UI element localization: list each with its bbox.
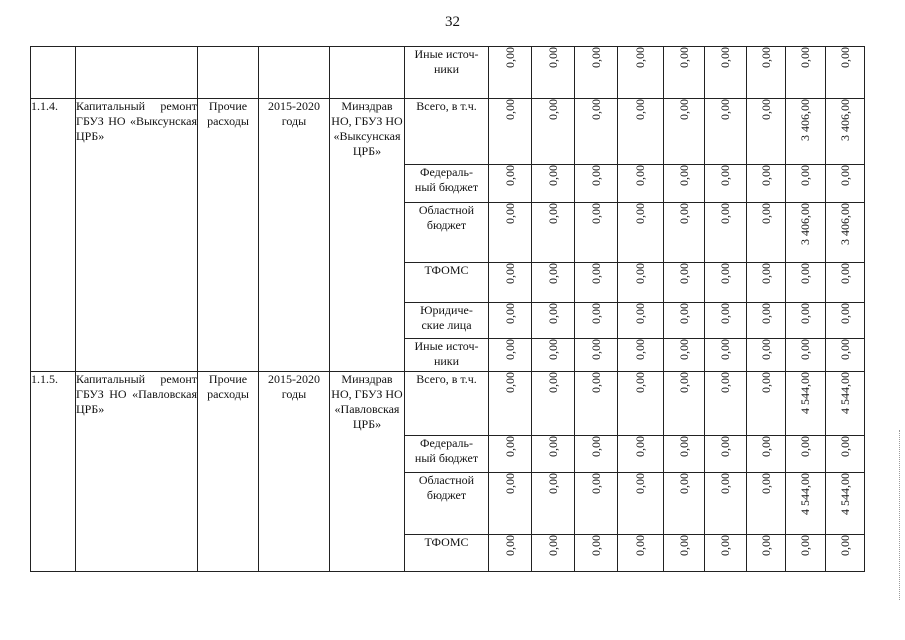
amount-value: 0,00 (758, 47, 773, 68)
amount-value: 0,00 (798, 303, 812, 324)
amount-cell (705, 165, 747, 203)
amount-cell (618, 473, 664, 535)
amount-cell (826, 203, 865, 263)
amount-cell (786, 303, 826, 339)
amount-value: 0,00 (676, 473, 691, 494)
amount-cell (618, 165, 664, 203)
amount-value: 0,00 (633, 99, 647, 120)
amount-value: 4 544,00 (798, 473, 812, 515)
amount-cell (575, 263, 618, 303)
amount-value: 0,00 (676, 436, 691, 457)
amount-value: 3 406,00 (798, 203, 812, 245)
amount-value: 0,00 (676, 535, 691, 556)
amount-value: 0,00 (676, 99, 691, 120)
amount-value: 0,00 (718, 47, 732, 68)
amount-value: 0,00 (545, 303, 560, 324)
amount-cell (705, 436, 747, 473)
amount-cell (532, 372, 575, 436)
amount-value: 0,00 (502, 47, 517, 68)
responsible-org: Минздрав НО, ГБУЗ НО «Павловская ЦРБ» (330, 372, 405, 572)
amount-cell (575, 372, 618, 436)
amount-value: 0,00 (676, 372, 691, 393)
amount-value: 0,00 (588, 263, 603, 284)
amount-cell (575, 473, 618, 535)
amount-cell (786, 436, 826, 473)
amount-value: 0,00 (633, 339, 647, 360)
amount-cell (618, 99, 664, 165)
amount-value: 0,00 (837, 339, 852, 360)
amount-value: 0,00 (718, 339, 732, 360)
funding-source: Областной бюджет (405, 473, 489, 535)
amount-value: 0,00 (588, 99, 603, 120)
amount-cell (664, 203, 705, 263)
amount-cell (705, 303, 747, 339)
amount-cell (826, 535, 865, 572)
empty-cell (330, 47, 405, 99)
scan-edge-mark (899, 430, 900, 600)
amount-cell (575, 303, 618, 339)
amount-cell (747, 436, 786, 473)
amount-cell (532, 303, 575, 339)
amount-value: 0,00 (502, 203, 517, 224)
table-row (31, 99, 865, 165)
amount-cell (664, 165, 705, 203)
amount-cell (705, 339, 747, 372)
funding-source: Федераль- ный бюджет (405, 165, 489, 203)
amount-value: 0,00 (633, 263, 647, 284)
funding-source: Федераль- ный бюджет (405, 436, 489, 473)
amount-cell (489, 203, 532, 263)
amount-cell (747, 473, 786, 535)
funding-source: ТФОМС (405, 263, 489, 303)
amount-cell (664, 47, 705, 99)
amount-value: 0,00 (502, 436, 517, 457)
amount-value: 0,00 (718, 203, 732, 224)
amount-cell (786, 535, 826, 572)
funding-source: Иные источ- ники (405, 339, 489, 372)
amount-cell (532, 339, 575, 372)
empty-cell (31, 47, 76, 99)
funding-source: Иные источ- ники (405, 47, 489, 99)
amount-value: 0,00 (676, 165, 691, 186)
amount-value: 0,00 (718, 436, 732, 457)
amount-cell (489, 303, 532, 339)
amount-value: 0,00 (758, 99, 773, 120)
amount-cell (575, 436, 618, 473)
amount-cell (705, 372, 747, 436)
amount-value: 0,00 (545, 263, 560, 284)
amount-cell (786, 339, 826, 372)
amount-cell (786, 203, 826, 263)
amount-value: 0,00 (758, 263, 773, 284)
funding-source: ТФОМС (405, 535, 489, 572)
amount-value: 0,00 (676, 263, 691, 284)
amount-cell (705, 203, 747, 263)
amount-cell (664, 99, 705, 165)
amount-cell (664, 535, 705, 572)
amount-cell (826, 436, 865, 473)
amount-cell (786, 263, 826, 303)
amount-cell (575, 339, 618, 372)
amount-cell (826, 473, 865, 535)
amount-cell (747, 165, 786, 203)
amount-value: 0,00 (798, 47, 812, 68)
amount-cell (532, 165, 575, 203)
amount-cell (747, 339, 786, 372)
funding-source: Всего, в т.ч. (405, 372, 489, 436)
amount-cell (826, 47, 865, 99)
amount-value: 0,00 (758, 203, 773, 224)
amount-cell (489, 339, 532, 372)
budget-table-body (31, 47, 865, 572)
amount-cell (575, 165, 618, 203)
amount-cell (786, 47, 826, 99)
amount-value: 0,00 (837, 535, 852, 556)
amount-cell (618, 372, 664, 436)
amount-value: 0,00 (718, 535, 732, 556)
item-number: 1.1.4. (31, 99, 76, 372)
amount-cell (532, 473, 575, 535)
amount-cell (705, 263, 747, 303)
amount-value: 0,00 (545, 47, 560, 68)
funding-source: Областной бюджет (405, 203, 489, 263)
amount-value: 0,00 (545, 203, 560, 224)
amount-value: 3 406,00 (837, 99, 852, 141)
amount-cell (489, 165, 532, 203)
amount-cell (664, 473, 705, 535)
amount-cell (489, 436, 532, 473)
amount-value: 0,00 (588, 372, 603, 393)
amount-cell (826, 372, 865, 436)
amount-value: 0,00 (545, 535, 560, 556)
amount-cell (618, 203, 664, 263)
amount-value: 0,00 (633, 203, 647, 224)
expense-type: Прочие расходы (198, 99, 259, 372)
amount-value: 0,00 (545, 339, 560, 360)
amount-cell (575, 535, 618, 572)
amount-cell (489, 473, 532, 535)
amount-cell (532, 99, 575, 165)
amount-value: 0,00 (758, 473, 773, 494)
amount-value: 0,00 (588, 165, 603, 186)
amount-cell (532, 47, 575, 99)
amount-cell (618, 303, 664, 339)
amount-cell (786, 99, 826, 165)
amount-cell (747, 372, 786, 436)
amount-value: 0,00 (718, 372, 732, 393)
amount-cell (618, 263, 664, 303)
amount-cell (705, 99, 747, 165)
period: 2015-2020 годы (259, 99, 330, 372)
amount-cell (489, 263, 532, 303)
amount-value: 0,00 (633, 473, 647, 494)
item-name: Капитальный ремонт ГБУЗ НО «Павловская ЦРБ» (76, 372, 198, 572)
amount-value: 0,00 (588, 203, 603, 224)
amount-value: 0,00 (502, 303, 517, 324)
amount-cell (705, 535, 747, 572)
amount-cell (747, 203, 786, 263)
page-number: 32 (445, 14, 460, 30)
table-row (31, 372, 865, 436)
amount-value: 0,00 (837, 436, 852, 457)
amount-cell (664, 436, 705, 473)
amount-value: 3 406,00 (798, 99, 812, 141)
amount-value: 0,00 (545, 99, 560, 120)
amount-cell (826, 303, 865, 339)
amount-value: 0,00 (718, 303, 732, 324)
amount-value: 0,00 (633, 47, 647, 68)
item-name: Капитальный ремонт ГБУЗ НО «Выксунская ЦРБ» (76, 99, 198, 372)
amount-value: 4 544,00 (837, 473, 852, 515)
amount-value: 0,00 (545, 473, 560, 494)
item-number: 1.1.5. (31, 372, 76, 572)
amount-value: 0,00 (837, 165, 852, 186)
amount-value: 0,00 (502, 372, 517, 393)
amount-cell (786, 473, 826, 535)
amount-cell (786, 372, 826, 436)
amount-cell (826, 165, 865, 203)
amount-value: 0,00 (588, 473, 603, 494)
amount-value: 0,00 (502, 535, 517, 556)
amount-cell (664, 339, 705, 372)
expense-type: Прочие расходы (198, 372, 259, 572)
amount-value: 0,00 (837, 303, 852, 324)
amount-value: 0,00 (798, 165, 812, 186)
amount-cell (618, 436, 664, 473)
amount-value: 0,00 (545, 165, 560, 186)
amount-value: 0,00 (633, 436, 647, 457)
amount-value: 0,00 (758, 303, 773, 324)
amount-cell (747, 99, 786, 165)
amount-cell (664, 303, 705, 339)
amount-value: 0,00 (798, 535, 812, 556)
amount-value: 0,00 (718, 165, 732, 186)
amount-value: 0,00 (502, 165, 517, 186)
amount-value: 0,00 (837, 47, 852, 68)
amount-value: 0,00 (588, 303, 603, 324)
amount-cell (826, 339, 865, 372)
amount-value: 0,00 (758, 436, 773, 457)
amount-value: 0,00 (502, 473, 517, 494)
amount-cell (532, 263, 575, 303)
amount-value: 0,00 (502, 99, 517, 120)
amount-value: 0,00 (633, 165, 647, 186)
amount-value: 0,00 (676, 303, 691, 324)
amount-value: 0,00 (718, 99, 732, 120)
amount-value: 0,00 (588, 47, 603, 68)
amount-value: 0,00 (676, 47, 691, 68)
amount-cell (575, 99, 618, 165)
amount-cell (489, 47, 532, 99)
amount-cell (575, 203, 618, 263)
amount-cell (532, 203, 575, 263)
amount-cell (618, 535, 664, 572)
amount-value: 0,00 (676, 339, 691, 360)
amount-cell (489, 535, 532, 572)
amount-cell (747, 263, 786, 303)
amount-cell (575, 47, 618, 99)
amount-value: 0,00 (633, 535, 647, 556)
amount-value: 0,00 (798, 263, 812, 284)
amount-cell (747, 47, 786, 99)
amount-value: 4 544,00 (798, 372, 812, 414)
amount-cell (618, 47, 664, 99)
amount-value: 0,00 (633, 372, 647, 393)
period: 2015-2020 годы (259, 372, 330, 572)
amount-value: 0,00 (758, 372, 773, 393)
amount-value: 0,00 (633, 303, 647, 324)
amount-cell (664, 263, 705, 303)
amount-cell (618, 339, 664, 372)
funding-source: Всего, в т.ч. (405, 99, 489, 165)
budget-table (30, 46, 865, 572)
amount-cell (747, 535, 786, 572)
amount-value: 0,00 (588, 436, 603, 457)
amount-value: 3 406,00 (837, 203, 852, 245)
amount-cell (826, 99, 865, 165)
amount-cell (747, 303, 786, 339)
amount-cell (532, 535, 575, 572)
amount-value: 0,00 (758, 165, 773, 186)
amount-cell (705, 47, 747, 99)
amount-value: 4 544,00 (837, 372, 852, 414)
amount-value: 0,00 (588, 339, 603, 360)
amount-value: 0,00 (502, 339, 517, 360)
amount-cell (705, 473, 747, 535)
empty-cell (198, 47, 259, 99)
amount-value: 0,00 (718, 263, 732, 284)
amount-cell (489, 99, 532, 165)
table-row (31, 47, 865, 99)
amount-value: 0,00 (798, 436, 812, 457)
amount-value: 0,00 (502, 263, 517, 284)
amount-value: 0,00 (676, 203, 691, 224)
amount-value: 0,00 (545, 436, 560, 457)
responsible-org: Минздрав НО, ГБУЗ НО «Выксунская ЦРБ» (330, 99, 405, 372)
amount-cell (489, 372, 532, 436)
amount-cell (532, 436, 575, 473)
amount-value: 0,00 (758, 339, 773, 360)
amount-cell (664, 372, 705, 436)
amount-value: 0,00 (718, 473, 732, 494)
amount-cell (786, 165, 826, 203)
amount-value: 0,00 (545, 372, 560, 393)
amount-value: 0,00 (758, 535, 773, 556)
amount-value: 0,00 (837, 263, 852, 284)
amount-cell (826, 263, 865, 303)
amount-value: 0,00 (798, 339, 812, 360)
amount-value: 0,00 (588, 535, 603, 556)
empty-cell (76, 47, 198, 99)
funding-source: Юридиче- ские лица (405, 303, 489, 339)
empty-cell (259, 47, 330, 99)
